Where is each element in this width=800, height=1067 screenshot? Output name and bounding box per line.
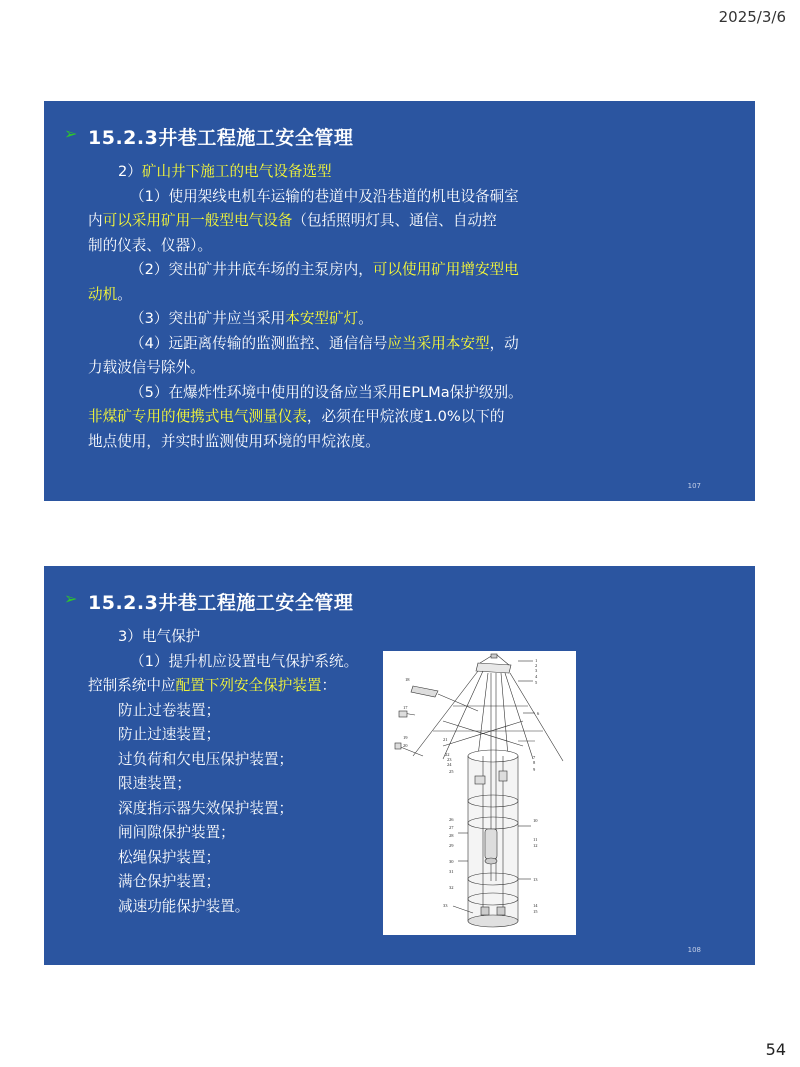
- highlighted-text: 可以采用矿用一般型电气设备: [102, 212, 293, 229]
- svg-text:1: 1: [535, 658, 538, 663]
- text-line: [88, 160, 568, 185]
- svg-text:31: 31: [449, 869, 454, 874]
- slide-number: 108: [687, 946, 701, 954]
- text-line: [88, 283, 568, 308]
- svg-text:22: 22: [445, 752, 450, 757]
- text-segment: （包括照明灯具、通信、自动控: [292, 212, 497, 229]
- svg-text:6: 6: [537, 711, 540, 716]
- text-segment: 减速功能保护装置。: [118, 897, 250, 915]
- text-line: [88, 430, 568, 455]
- page-number: 54: [765, 1040, 786, 1059]
- slide-body: [88, 625, 388, 919]
- text-segment: 控制系统中应: [88, 677, 176, 694]
- text-line: [88, 895, 388, 920]
- svg-text:8: 8: [533, 760, 536, 765]
- text-line: [88, 356, 568, 381]
- svg-text:27: 27: [449, 825, 454, 830]
- text-segment: 。: [358, 310, 373, 327]
- highlighted-text: 动机: [88, 285, 118, 303]
- slide-107: [44, 101, 755, 501]
- svg-text:20: 20: [403, 743, 408, 748]
- text-segment: ，动: [489, 334, 519, 352]
- svg-text:11: 11: [533, 837, 538, 842]
- svg-text:2: 2: [535, 663, 538, 668]
- highlighted-text: 可以使用矿用增安型电: [372, 261, 519, 278]
- text-segment: （4）远距离传输的监测监控、通信信号: [130, 334, 388, 352]
- text-segment: 力载波信号除外。: [88, 359, 205, 376]
- text-line: [88, 209, 568, 234]
- svg-text:23: 23: [447, 757, 452, 762]
- text-line: [88, 332, 568, 357]
- text-segment: （1）使用架线电机车运输的巷道中及沿巷道的机电设备硐室: [130, 187, 519, 205]
- svg-text:12: 12: [533, 843, 538, 848]
- text-segment: 。: [117, 285, 132, 303]
- text-segment: 制的仪表、仪器）。: [88, 236, 213, 254]
- text-segment: 内: [88, 212, 103, 229]
- slide-108: [44, 566, 755, 965]
- text-line: [88, 870, 388, 895]
- svg-text:15: 15: [533, 909, 538, 914]
- slide-number: 107: [687, 482, 701, 490]
- svg-text:30: 30: [449, 859, 454, 864]
- mine-shaft-hoist-diagram: [383, 651, 576, 935]
- slide-title: [64, 123, 354, 150]
- text-segment: 深度指示器失效保护装置；: [118, 799, 294, 817]
- highlighted-text: 非煤矿专用的便携式电气测量仪表: [88, 408, 307, 425]
- svg-text:29: 29: [449, 843, 454, 848]
- text-segment: 地点使用，并实时监测使用环境的甲烷浓度。: [88, 432, 380, 450]
- text-line: [88, 748, 388, 773]
- text-line: [88, 772, 388, 797]
- svg-text:17: 17: [403, 705, 408, 710]
- text-line: [88, 307, 568, 332]
- svg-text:24: 24: [447, 762, 452, 767]
- text-line: [88, 821, 388, 846]
- text-line: [88, 625, 388, 650]
- highlighted-text: 配置下列安全保护装置: [175, 677, 322, 694]
- text-line: [88, 650, 388, 675]
- text-segment: 松绳保护装置；: [118, 848, 221, 866]
- print-date: 2025/3/6: [718, 8, 786, 26]
- slide-title: [64, 588, 354, 615]
- text-line: [88, 258, 568, 283]
- svg-text:28: 28: [449, 833, 454, 838]
- text-segment: ：: [321, 677, 337, 694]
- svg-text:18: 18: [405, 677, 410, 682]
- text-line: [88, 846, 388, 871]
- highlighted-text: 矿山井下施工的电气设备选型: [141, 163, 332, 180]
- text-segment: 过负荷和欠电压保护装置；: [118, 750, 294, 768]
- slide-title-text: 15.2.3井巷工程施工安全管理: [88, 592, 354, 614]
- svg-text:4: 4: [535, 674, 538, 679]
- svg-text:32: 32: [449, 885, 454, 890]
- svg-text:19: 19: [403, 735, 408, 740]
- svg-text:26: 26: [449, 817, 454, 822]
- svg-text:10: 10: [533, 818, 538, 823]
- highlighted-text: 应当采用本安型: [387, 334, 490, 352]
- text-line: [88, 185, 568, 210]
- text-line: [88, 405, 568, 430]
- text-segment: （1）提升机应设置电气保护系统。: [130, 652, 359, 670]
- text-segment: 防止过卷装置；: [118, 701, 221, 719]
- text-segment: 2）: [118, 163, 142, 180]
- text-line: [88, 723, 388, 748]
- text-segment: 限速装置；: [118, 775, 191, 792]
- svg-text:33: 33: [443, 903, 448, 908]
- text-line: [88, 699, 388, 724]
- text-line: [88, 674, 388, 699]
- svg-text:5: 5: [535, 680, 538, 685]
- text-segment: 防止过速装置；: [118, 726, 221, 743]
- text-segment: 3）电气保护: [118, 628, 201, 645]
- svg-text:7: 7: [533, 755, 536, 760]
- arrow-bullet-icon: ➢: [64, 124, 78, 143]
- svg-text:21: 21: [443, 737, 448, 742]
- slide-title-text: 15.2.3井巷工程施工安全管理: [88, 127, 354, 149]
- text-segment: （3）突出矿井应当采用: [130, 310, 286, 327]
- slide-body: [88, 160, 568, 454]
- text-segment: 满仓保护装置；: [118, 873, 221, 890]
- text-line: [88, 381, 568, 406]
- text-segment: （5）在爆炸性环境中使用的设备应当采用EPLMa保护级别。: [130, 383, 523, 401]
- text-segment: （2）突出矿井井底车场的主泵房内，: [130, 261, 373, 278]
- svg-text:9: 9: [533, 767, 536, 772]
- svg-text:14: 14: [533, 903, 538, 908]
- svg-text:25: 25: [449, 769, 454, 774]
- arrow-bullet-icon: ➢: [64, 589, 78, 608]
- text-line: [88, 797, 388, 822]
- highlighted-text: 本安型矿灯: [285, 310, 359, 327]
- text-line: [88, 234, 568, 259]
- text-segment: 闸间隙保护装置；: [118, 824, 235, 841]
- svg-text:13: 13: [533, 877, 538, 882]
- text-segment: ，必须在甲烷浓度1.0%以下的: [306, 408, 505, 425]
- svg-text:3: 3: [535, 668, 538, 673]
